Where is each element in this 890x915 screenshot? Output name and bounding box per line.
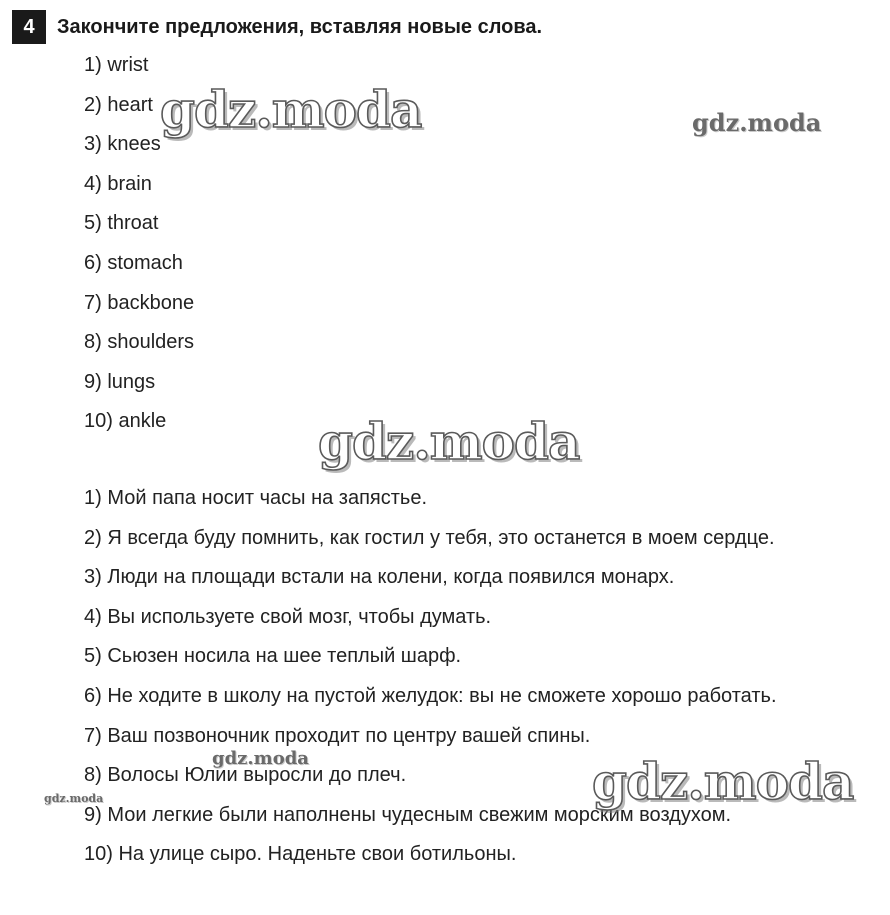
watermark: gdz.moda bbox=[692, 108, 822, 137]
task-header bbox=[12, 10, 542, 44]
sentence-item: 8) Волосы Юлии выросли до плеч. bbox=[84, 764, 407, 787]
word-item: 8) shoulders bbox=[84, 331, 195, 354]
watermark: gdz.moda bbox=[592, 752, 854, 811]
watermark: gdz.moda bbox=[318, 412, 580, 471]
sentence-item: 9) Мои легкие были наполнены чудесным свежим морским воздухом. bbox=[84, 803, 732, 826]
word-item: 9) lungs bbox=[84, 370, 156, 393]
word-item: 2) heart bbox=[84, 93, 153, 116]
sentence-item: 7) Ваш позвоночник проходит по центру вашей спины. bbox=[84, 724, 591, 747]
word-item: 1) wrist bbox=[84, 54, 149, 76]
sentence-item: 2) Я всегда буду помнить, как гостил у тебя, это останется в моем сердце. bbox=[84, 526, 775, 549]
watermark: gdz.moda bbox=[212, 748, 309, 769]
word-item: 6) stomach bbox=[84, 251, 183, 274]
sentence-item: 1) Мой папа носит часы на запястье. bbox=[84, 487, 428, 509]
word-item: 10) ankle bbox=[84, 410, 167, 433]
task-number-badge: 4 bbox=[12, 10, 46, 44]
watermark: gdz.moda bbox=[44, 792, 104, 805]
task-title: Закончите предложения, вставляя новые слова. bbox=[57, 15, 543, 38]
watermark: gdz.moda bbox=[160, 80, 422, 139]
word-item: 4) brain bbox=[84, 172, 152, 195]
word-item: 3) knees bbox=[84, 133, 161, 156]
sentence-item: 4) Вы используете свой мозг, чтобы думать. bbox=[84, 605, 492, 628]
sentence-item: 5) Сьюзен носила на шее теплый шарф. bbox=[84, 645, 462, 668]
sentence-item: 6) Не ходите в школу на пустой желудок: вы не сможете хорошо работать. bbox=[84, 684, 777, 707]
sentence-item: 10) На улице сыро. Наденьте свои ботильоны. bbox=[84, 843, 517, 866]
word-item: 7) backbone bbox=[84, 291, 195, 314]
sentence-item: 3) Люди на площади встали на колени, когда появился монарх. bbox=[84, 566, 675, 589]
word-item: 5) throat bbox=[84, 212, 159, 235]
sentence-list bbox=[84, 488, 777, 884]
